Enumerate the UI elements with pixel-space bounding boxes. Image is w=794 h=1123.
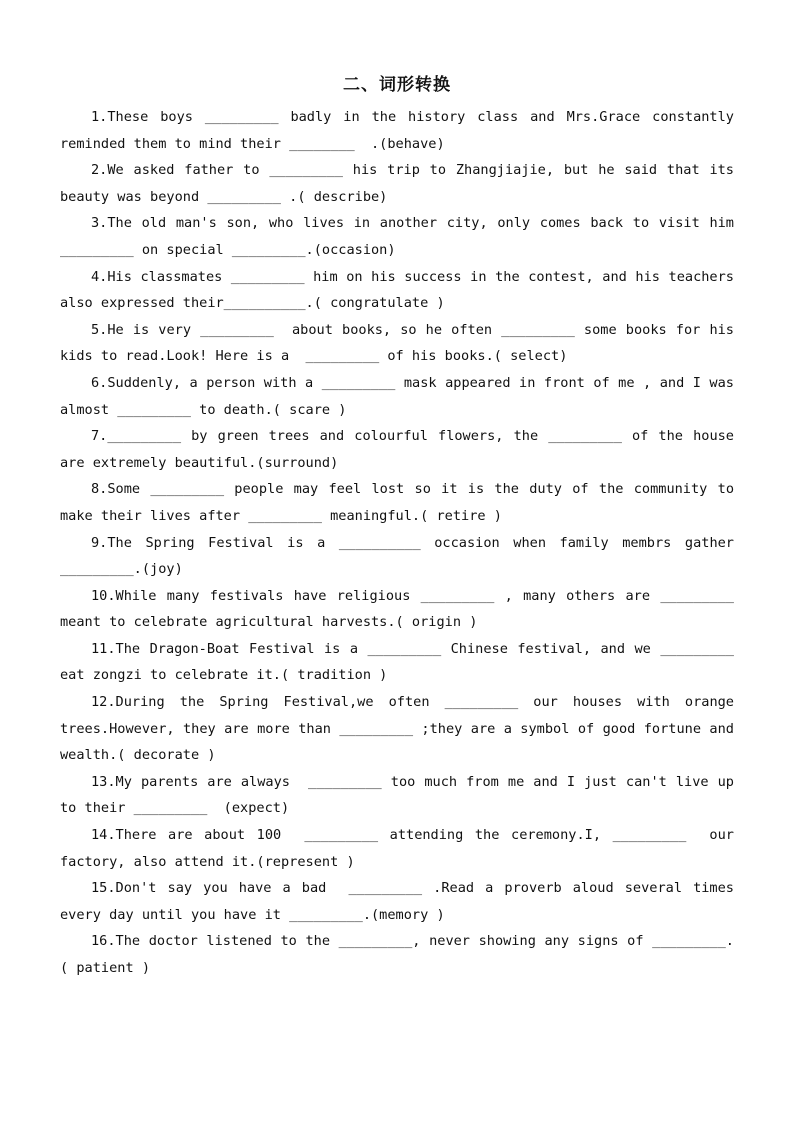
question-list: [60, 104, 743, 982]
question-2: 2.We asked father to _________ his trip to Zhangjiajie, but he said that its beauty was beyond _________ .( describe): [60, 162, 743, 205]
question-5: 5.He is very _________ about books, so he often _________ some books for his kids to read.Look! Here is a _________ of his books.( select): [60, 321, 743, 365]
question-10: 10.While many festivals have religious _________ , many others are _________ meant to celebrate agricultural harvests.( origin ): [60, 587, 743, 631]
question-1: 1.These boys _________ badly in the history class and Mrs.Grace constantly reminded them to mind their ________ .(behave): [60, 109, 743, 152]
question-8: 8.Some _________ people may feel lost so it is the duty of the community to make their lives after _________ meaningful.( retire ): [60, 481, 743, 524]
question-4: 4.His classmates _________ him on his success in the contest, and his teachers also expressed their__________.( congratulate ): [60, 268, 743, 312]
question-11: 11.The Dragon-Boat Festival is a _________ Chinese festival, and we _________ eat zongzi to celebrate it.( tradition ): [60, 640, 743, 684]
question-9: 9.The Spring Festival is a __________ occasion when family membrs gather _________.(joy): [60, 534, 743, 578]
question-15: 15.Don't say you have a bad _________ .Read a proverb aloud several times every day until you have it _________.(memory ): [60, 880, 743, 923]
question-6: 6.Suddenly, a person with a _________ mask appeared in front of me , and I was almost _________ to death.( scare ): [60, 374, 743, 418]
question-7: 7._________ by green trees and colourful flowers, the _________ of the house are extremely beautiful.(surround): [60, 428, 743, 471]
question-12: 12.During the Spring Festival,we often _________ our houses with orange trees.However, they are more than _________ ;they are a symbol of good fortune and wealth.( decorate ): [60, 694, 743, 764]
question-3: 3.The old man's son, who lives in another city, only comes back to visit him _________ on special _________.(occasion): [60, 215, 743, 258]
page-title: 二、词形转换: [343, 75, 451, 95]
question-14: 14.There are about 100 _________ attending the ceremony.I, _________ our factory, also attend it.(represent ): [60, 827, 743, 870]
question-13: 13.My parents are always _________ too much from me and I just can't live up to their _________ (expect): [60, 773, 743, 817]
question-16: 16.The doctor listened to the _________, never showing any signs of _________.( patient ): [60, 933, 734, 976]
